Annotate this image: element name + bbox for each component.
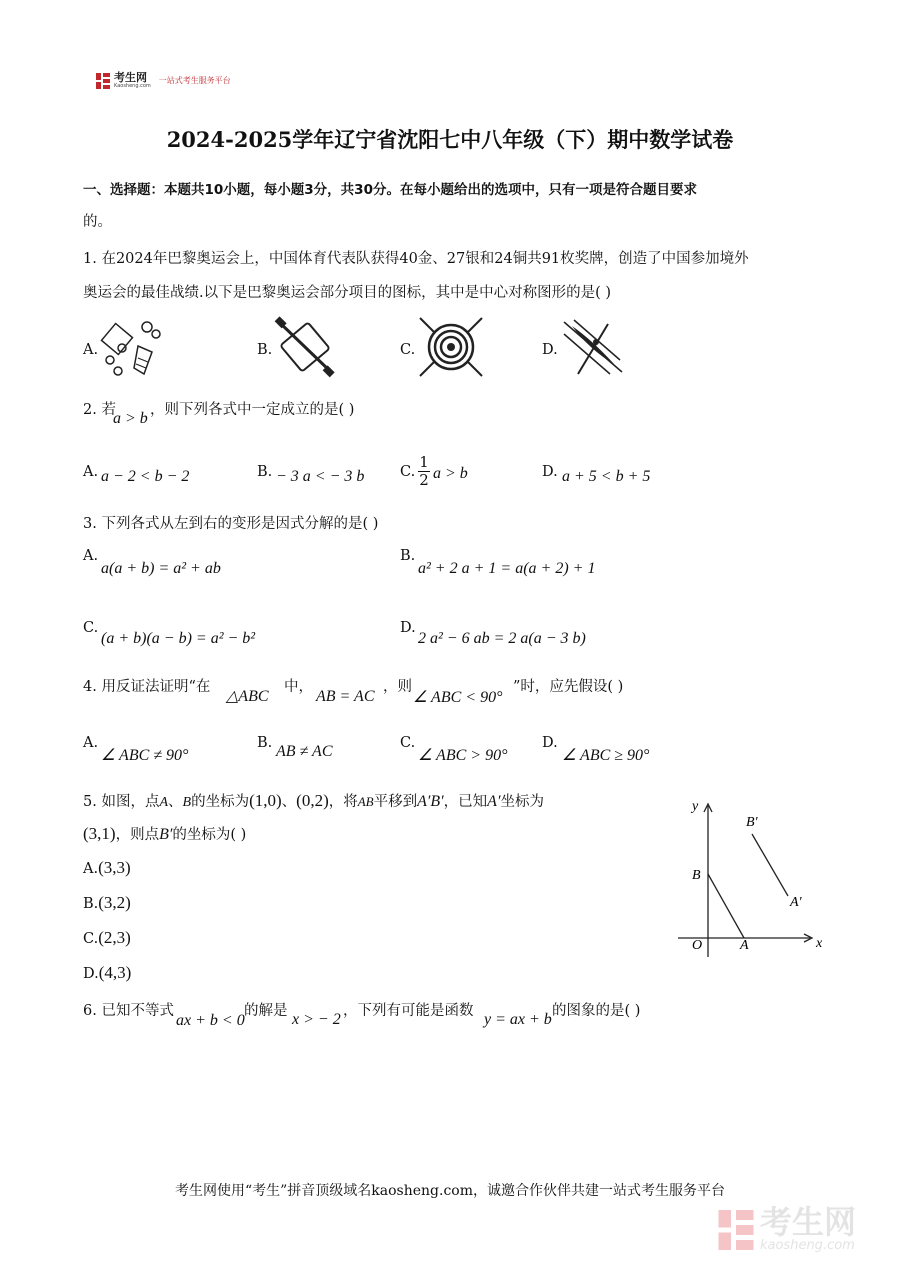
fig-label-b-prime: B′ xyxy=(746,815,758,830)
logo-domain: Kaosheng.com xyxy=(114,83,151,89)
q4-stem-m1: △ABC xyxy=(226,688,269,705)
q5-coordinate-figure xyxy=(670,792,830,962)
q5-option-c xyxy=(83,928,131,948)
q4-option-c-label: C. xyxy=(400,735,416,751)
fig-label-x: x xyxy=(816,936,823,951)
q5-text-i: ，则点 xyxy=(115,827,160,843)
q6-stem-c: ，下列有可能是函数 xyxy=(343,1003,474,1019)
q2-option-a: a − 2 < b − 2 xyxy=(101,468,190,485)
q1-option-d-label: D. xyxy=(542,342,558,358)
q5-text-d: 、 xyxy=(281,794,297,810)
q2-option-d: a + 5 < b + 5 xyxy=(562,468,651,485)
q5-text-h: 坐标为 xyxy=(500,794,544,810)
q4-option-c: ∠ ABC > 90° xyxy=(418,747,508,764)
q5-text-a: 5. 如图，点 xyxy=(83,794,160,810)
q5-coord-b: (0,2) xyxy=(296,791,329,810)
q2-option-c: a > b xyxy=(433,465,468,482)
q2-option-d-label: D. xyxy=(542,464,558,480)
q4-option-a: ∠ ABC ≠ 90° xyxy=(101,747,189,764)
q5-coord-a: (1,0) xyxy=(249,791,282,810)
q5-option-d-label: D. xyxy=(83,966,99,982)
watermark-text: 考生网 xyxy=(759,1203,856,1241)
q3-option-c: (a + b)(a − b) = a² − b² xyxy=(101,630,256,647)
section-heading-cont: 的。 xyxy=(83,214,112,230)
fig-label-a: A xyxy=(740,938,749,953)
q5-option-a xyxy=(83,858,131,878)
q5-text-b: 、 xyxy=(168,794,183,810)
fig-label-origin: O xyxy=(692,938,703,953)
q3-option-b: a² + 2 a + 1 = a(a + 2) + 1 xyxy=(418,560,596,577)
q5-point-b: B xyxy=(182,795,192,810)
q2-option-b: − 3 a < − 3 b xyxy=(276,468,365,485)
q6-stem-m1: ax + b < 0 xyxy=(176,1012,245,1029)
q5-text-e: ，将 xyxy=(328,794,358,810)
q5-point-b2: B′ xyxy=(159,826,173,843)
watermark-logo-icon xyxy=(718,1210,754,1250)
q5-option-b xyxy=(83,893,131,913)
q4-option-d: ∠ ABC ≥ 90° xyxy=(562,747,650,764)
q3-option-b-label: B. xyxy=(400,548,416,564)
section-heading: 一、选择题：本题共10小题，每小题3分，共30分。在每小题给出的选项中，只有一项是符合题目要求 xyxy=(83,182,697,198)
q5-stem-line2 xyxy=(83,824,246,845)
q1-icon-c-archery xyxy=(418,316,484,378)
q4-option-b: AB ≠ AC xyxy=(276,743,333,760)
q3-option-a: a(a + b) = a² + ab xyxy=(101,560,221,577)
q3-stem: 3. 下列各式从左到右的变形是因式分解的是( ) xyxy=(83,516,379,532)
q5-coord-a2: (3,1) xyxy=(83,824,116,843)
q5-option-d xyxy=(83,963,131,983)
segment-a2b2 xyxy=(752,834,788,896)
q5-option-b-value: (3,2) xyxy=(98,893,131,912)
logo-name: 考生网 xyxy=(114,71,147,84)
q4-option-b-label: B. xyxy=(257,735,273,751)
q3-option-c-label: C. xyxy=(83,620,99,636)
q2-option-a-label: A. xyxy=(83,464,99,480)
kaosheng-logo-icon xyxy=(96,73,110,89)
q3-option-d: 2 a² − 6 ab = 2 a(a − 3 b) xyxy=(418,630,586,647)
q3-option-d-label: D. xyxy=(400,620,416,636)
q5-text-j: 的坐标为( ) xyxy=(172,827,247,843)
q5-stem-line1 xyxy=(83,791,544,813)
q5-text-g: ，已知 xyxy=(443,794,488,810)
fig-label-b: B xyxy=(692,868,701,883)
q5-point-a: A xyxy=(159,795,169,810)
q1-stem-line1: 1. 在2024年巴黎奥运会上，中国体育代表队获得40金、27银和24铜共91枚奖牌，创造了中国参加境外 xyxy=(83,251,749,267)
watermark-domain: kaosheng.com xyxy=(759,1238,855,1253)
q5-option-b-label: B. xyxy=(83,896,99,912)
q5-option-c-label: C. xyxy=(83,931,99,947)
q1-option-c-label: C. xyxy=(400,342,416,358)
q1-stem-line2: 奥运会的最佳战绩.以下是巴黎奥运会部分项目的图标，其中是中心对称图形的是( ) xyxy=(83,285,612,301)
fig-label-a-prime: A′ xyxy=(790,895,802,910)
q1-icon-d-canoe xyxy=(560,316,624,378)
q2-option-c-label: C. xyxy=(400,464,416,480)
footer-note: 考生网使用“考生”拼音顶级域名kaosheng.com，诚邀合作伙伴共建一站式考生服务平台 xyxy=(174,1183,726,1199)
q2-stem-math: a > b xyxy=(113,410,148,427)
q2-option-b-label: B. xyxy=(257,464,273,480)
q5-option-c-value: (2,3) xyxy=(98,928,131,947)
q3-option-a-label: A. xyxy=(83,548,99,564)
q1-option-b-label: B. xyxy=(257,342,273,358)
q6-stem-a: 6. 已知不等式 xyxy=(83,1003,174,1019)
fig-label-y: y xyxy=(692,799,699,814)
q1-option-a-label: A. xyxy=(83,342,99,358)
q5-text-f: 平移到 xyxy=(373,794,418,810)
q6-stem-d: 的图象的是( ) xyxy=(552,1003,641,1019)
q2-stem-suffix: ，则下列各式中一定成立的是( ) xyxy=(150,402,355,418)
q5-segment-ab: AB xyxy=(357,794,374,809)
q2-option-c-fraction xyxy=(418,454,430,489)
q4-option-d-label: D. xyxy=(542,735,558,751)
q6-stem-b: 的解是 xyxy=(244,1003,288,1019)
logo-slogan: 一站式考生服务平台 xyxy=(158,76,231,85)
q4-stem-m2: AB = AC xyxy=(316,688,375,705)
q5-point-a2: A′ xyxy=(487,793,501,810)
fraction-numerator: 1 xyxy=(419,453,429,471)
q5-text-c: 的坐标为 xyxy=(191,794,250,810)
q6-stem-m2: x > − 2 xyxy=(292,1011,341,1028)
q4-stem-a: 4. 用反证法证明“在 xyxy=(83,679,211,695)
q4-stem-m3: ∠ ABC < 90° xyxy=(413,689,503,706)
q1-icon-a-sport xyxy=(100,318,164,378)
page-title: 2024-2025学年辽宁省沈阳七中八年级（下）期中数学试卷 xyxy=(166,127,734,152)
q5-option-a-value: (3,3) xyxy=(98,858,131,877)
q1-icon-b-weightlifting xyxy=(273,316,337,378)
q5-option-a-label: A. xyxy=(83,861,99,877)
q4-stem-d: ”时，应先假设( ) xyxy=(513,679,624,695)
q4-option-a-label: A. xyxy=(83,735,99,751)
q2-stem-prefix: 2. 若 xyxy=(83,402,116,418)
brand-logo xyxy=(96,72,231,89)
fraction-denominator: 2 xyxy=(419,471,429,489)
q4-stem-c: ，则 xyxy=(383,679,412,695)
q4-stem-b: 中， xyxy=(284,679,313,695)
q5-option-d-value: (4,3) xyxy=(98,963,132,982)
segment-ab xyxy=(708,874,744,938)
q6-stem-m3: y = ax + b xyxy=(484,1011,552,1028)
q5-segment-a2b2: A′B′ xyxy=(417,793,444,810)
watermark xyxy=(718,1203,856,1253)
